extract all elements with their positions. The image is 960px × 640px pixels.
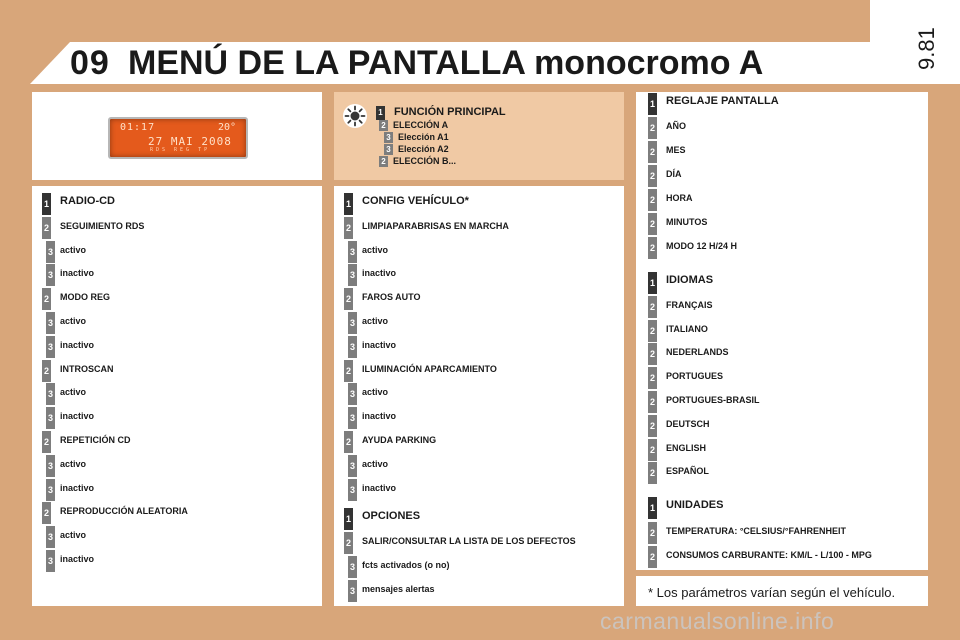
level-badge: 1 (648, 93, 657, 115)
level-badge: 2 (42, 502, 51, 524)
level-badge: 2 (379, 120, 388, 131)
lcd-display (108, 117, 248, 159)
sun-icon (342, 103, 368, 129)
menu-item-label: ILUMINACIÓN APARCAMIENTO (362, 363, 497, 374)
menu-item-label: inactivo (60, 339, 95, 350)
menu-item-label: CONSUMOS CARBURANTE: KM/L - L/100 - MPG (666, 550, 872, 560)
level-badge: 2 (344, 360, 353, 382)
level-badge: 2 (648, 189, 657, 211)
level-badge: 2 (648, 117, 657, 139)
menu-row-level-3 (348, 241, 628, 263)
menu-item-label: FAROS AUTO (362, 292, 421, 303)
level-badge: 3 (348, 455, 357, 477)
menu-item-label: activo (362, 316, 389, 326)
menu-row-level-2 (648, 522, 928, 544)
level-badge: 2 (648, 415, 657, 437)
level-badge: 2 (42, 217, 51, 239)
menu-row-level-2 (648, 189, 928, 211)
menu-item-label: REPETICIÓN CD (60, 435, 131, 445)
menu-item-label: CONFIG VEHÍCULO* (362, 195, 469, 207)
level-badge: 1 (376, 106, 385, 120)
menu-item-label: fcts activados (o no) (362, 560, 450, 570)
page-number: 9.81 (914, 27, 939, 70)
level-badge: 3 (348, 264, 357, 286)
function-main-item-label: ELECCIÓN B... (393, 156, 457, 166)
menu-row-level-1 (344, 193, 624, 215)
level-badge: 2 (42, 288, 51, 310)
menu-item-label: NEDERLANDS (666, 347, 729, 358)
level-badge: 3 (348, 479, 357, 501)
menu-item-label: INTROSCAN (60, 363, 114, 374)
menu-row-level-2 (648, 117, 928, 139)
menu-item-label: ITALIANO (666, 323, 708, 334)
menu-row-level-3 (348, 383, 628, 405)
menu-row-level-2 (42, 288, 322, 310)
level-badge: 2 (648, 320, 657, 342)
menu-row-level-3 (348, 312, 628, 334)
menu-item-label: inactivo (60, 268, 95, 279)
function-main-item-label: Elección A1 (398, 132, 449, 142)
menu-row-level-3 (348, 455, 628, 477)
level-badge: 2 (648, 213, 657, 235)
menu-item-label: REGLAJE PANTALLA (666, 95, 779, 107)
menu-item-label: DÍA (666, 169, 682, 179)
menu-item-label: LIMPIAPARABRISAS EN MARCHA (362, 220, 509, 231)
menu-item-label: FRANÇAIS (666, 299, 713, 310)
menu-item-label: activo (362, 387, 389, 398)
level-badge: 2 (344, 431, 353, 453)
level-badge: 3 (46, 526, 55, 548)
menu-row-level-1 (648, 93, 928, 115)
menu-item-label: activo (60, 387, 87, 398)
menu-row-level-2 (648, 415, 928, 437)
menu-item-label: MODO REG (60, 292, 111, 303)
menu-row-level-2 (344, 532, 624, 554)
level-badge: 2 (648, 522, 657, 544)
menu-item-label: inactivo (362, 268, 397, 279)
level-badge: 3 (46, 336, 55, 358)
level-badge: 2 (648, 367, 657, 389)
menu-item-label: RADIO-CD (60, 195, 115, 207)
menu-item-label: MINUTOS (666, 217, 708, 227)
menu-item-label: OPCIONES (362, 510, 421, 522)
menu-row-level-3 (348, 556, 628, 578)
footnote: * Los parámetros varían según el vehículo. (648, 585, 896, 600)
menu-row-level-2 (42, 431, 322, 453)
menu-row-level-3 (348, 264, 628, 286)
level-badge: 2 (344, 532, 353, 554)
level-badge: 1 (648, 497, 657, 519)
level-badge: 2 (42, 360, 51, 382)
menu-item-label: AYUDA PARKING (362, 435, 437, 445)
menu-item-label: activo (60, 530, 87, 541)
level-badge: 1 (42, 193, 51, 215)
function-main-item-label: Elección A2 (398, 144, 449, 154)
menu-row-level-3 (46, 383, 326, 405)
menu-item-label: activo (362, 244, 389, 255)
page-title: MENÚ DE LA PANTALLA monocromo A (128, 44, 764, 82)
menu-item-label: mensajes alertas (362, 584, 435, 594)
menu-row-level-2 (42, 502, 322, 524)
menu-row-level-3 (348, 407, 628, 429)
menu-item-label: MES (666, 145, 686, 155)
function-main-item-label: ELECCIÓN A (393, 120, 449, 130)
level-badge: 2 (648, 391, 657, 413)
menu-row-level-2 (648, 391, 928, 413)
level-badge: 2 (648, 462, 657, 484)
lcd-temperature: 20° (217, 122, 236, 133)
menu-item-label: activo (362, 458, 389, 469)
menu-row-level-2 (648, 462, 928, 484)
menu-item-label: activo (60, 244, 87, 255)
menu-row-level-1 (648, 497, 928, 519)
menu-item-label: SEGUIMIENTO RDS (60, 220, 145, 231)
menu-item-label: MODO 12 H/24 H (666, 241, 738, 251)
menu-item-label: IDIOMAS (666, 274, 714, 286)
level-badge: 2 (648, 141, 657, 163)
menu-item-label: HORA (666, 193, 693, 203)
menu-row-level-3 (348, 580, 628, 602)
lcd-indicators: RDS REG TP (150, 147, 211, 153)
level-badge: 2 (648, 546, 657, 568)
menu-row-level-2 (344, 431, 624, 453)
level-badge: 3 (46, 264, 55, 286)
function-main-title: FUNCIÓN PRINCIPAL (394, 106, 506, 118)
watermark: carmanualsonline.info (600, 608, 835, 634)
menu-row-level-2 (648, 141, 928, 163)
level-badge: 3 (384, 144, 393, 155)
menu-row-level-2 (344, 288, 624, 310)
level-badge: 2 (42, 431, 51, 453)
menu-item-label: inactivo (60, 411, 95, 422)
level-badge: 3 (348, 580, 357, 602)
menu-row-level-2 (648, 367, 928, 389)
menu-row-level-2 (648, 320, 928, 342)
menu-item-label: activo (60, 316, 87, 326)
menu-row-level-2 (344, 360, 624, 382)
level-badge: 2 (379, 156, 388, 167)
menu-row-level-1 (648, 272, 928, 294)
menu-row-level-2 (648, 546, 928, 568)
menu-item-label: SALIR/CONSULTAR LA LISTA DE LOS DEFECTOS (362, 536, 576, 546)
menu-item-label: inactivo (362, 411, 397, 422)
menu-item-label: AÑO (666, 121, 686, 131)
level-badge: 3 (384, 132, 393, 143)
level-badge: 3 (46, 407, 55, 429)
level-badge: 2 (648, 165, 657, 187)
menu-row-level-3 (46, 407, 326, 429)
level-badge: 3 (46, 312, 55, 334)
menu-item-label: TEMPERATURA: °CELSIUS/°FAHRENHEIT (666, 525, 847, 536)
menu-row-level-3 (348, 479, 628, 501)
level-badge: 3 (46, 479, 55, 501)
menu-row-level-2 (42, 217, 322, 239)
level-badge: 3 (46, 455, 55, 477)
level-badge: 1 (344, 508, 353, 530)
menu-row-level-2 (42, 360, 322, 382)
menu-row-level-3 (46, 479, 326, 501)
menu-item-label: activo (60, 458, 87, 469)
menu-row-level-2 (648, 343, 928, 365)
menu-row-level-2 (648, 165, 928, 187)
level-badge: 3 (348, 241, 357, 263)
menu-row-level-3 (46, 550, 326, 572)
menu-item-label: inactivo (362, 482, 397, 493)
level-badge: 3 (348, 336, 357, 358)
level-badge: 2 (648, 343, 657, 365)
menu-row-level-3 (46, 336, 326, 358)
menu-row-level-3 (46, 455, 326, 477)
level-badge: 1 (344, 193, 353, 215)
menu-item-label: inactivo (60, 554, 95, 564)
menu-item-label: inactivo (362, 339, 397, 350)
menu-row-level-2 (648, 213, 928, 235)
level-badge: 2 (648, 237, 657, 259)
level-badge: 3 (348, 383, 357, 405)
level-badge: 3 (348, 556, 357, 578)
menu-row-level-3 (46, 264, 326, 286)
menu-item-label: UNIDADES (666, 499, 724, 511)
menu-item-label: ENGLISH (666, 442, 707, 453)
menu-item-label: ESPAÑOL (666, 466, 709, 477)
menu-row-level-2 (648, 237, 928, 259)
menu-row-level-3 (46, 312, 326, 334)
level-badge: 3 (348, 312, 357, 334)
menu-row-level-1 (344, 508, 624, 530)
menu-row-level-3 (46, 241, 326, 263)
menu-row-level-3 (348, 336, 628, 358)
menu-row-level-2 (648, 439, 928, 461)
lcd-date: 27 MAI 2008 (148, 135, 232, 148)
menu-item-label: DEUTSCH (666, 418, 710, 429)
level-badge: 3 (46, 550, 55, 572)
level-badge: 3 (46, 241, 55, 263)
menu-row-level-2 (344, 217, 624, 239)
level-badge: 1 (648, 272, 657, 294)
level-badge: 3 (348, 407, 357, 429)
menu-item-label: PORTUGUES (666, 371, 724, 382)
menu-row-level-1 (42, 193, 322, 215)
level-badge: 2 (648, 439, 657, 461)
menu-item-label: inactivo (60, 482, 95, 493)
menu-row-level-3 (46, 526, 326, 548)
level-badge: 2 (344, 217, 353, 239)
level-badge: 2 (648, 296, 657, 318)
menu-row-level-2 (648, 296, 928, 318)
menu-item-label: REPRODUCCIÓN ALEATORIA (60, 506, 188, 517)
level-badge: 3 (46, 383, 55, 405)
lcd-time: 01:17 (120, 122, 156, 133)
menu-item-label: PORTUGUES-BRASIL (666, 395, 760, 405)
level-badge: 2 (344, 288, 353, 310)
chapter-number: 09 (70, 44, 110, 82)
